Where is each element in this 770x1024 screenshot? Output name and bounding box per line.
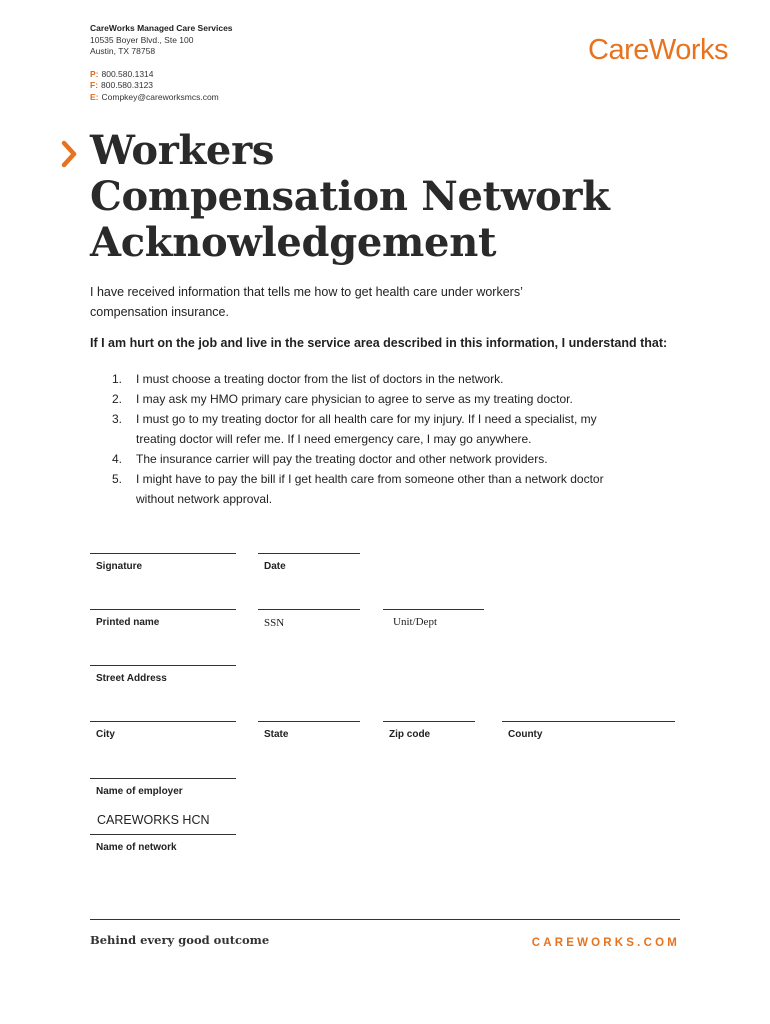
fax-value: 800.580.3123 [101, 80, 154, 90]
state-label: State [264, 729, 289, 740]
footer-divider [90, 919, 680, 920]
ssn-field[interactable] [258, 609, 360, 629]
fax-label: F: [90, 80, 99, 90]
email-value: Compkey@careworksmcs.com [101, 91, 219, 102]
county-field[interactable] [502, 721, 675, 740]
street-address-label: Street Address [96, 673, 167, 684]
title-line: Compensation Network [90, 173, 610, 220]
org-contact-block [90, 23, 233, 103]
city-field[interactable] [90, 721, 236, 740]
phone-label: P: [90, 68, 99, 79]
list-number: 1. [112, 372, 123, 386]
title-line: Workers [90, 127, 275, 174]
lead-statement: If I am hurt on the job and live in the service area described in this information, I understand that: [90, 336, 668, 350]
phone-value: 800.580.1314 [101, 68, 154, 79]
org-phone [90, 69, 233, 81]
unit-dept-label: Unit/Dept [393, 616, 437, 628]
city-label: City [96, 729, 115, 740]
chevron-right-icon [60, 140, 78, 168]
date-field[interactable] [258, 553, 360, 572]
page-title [90, 128, 610, 266]
list-text: I may ask my HMO primary care physician to agree to serve as my treating doctor. [136, 392, 573, 406]
careworks-logo: CareWorks [588, 34, 728, 66]
acknowledgement-list [90, 369, 630, 509]
email-label: E: [90, 91, 99, 102]
list-item [90, 449, 630, 469]
network-value: CAREWORKS HCN [97, 813, 210, 827]
list-number: 2. [112, 392, 123, 406]
list-item [90, 369, 630, 389]
county-label: County [508, 729, 543, 740]
date-label: Date [264, 561, 286, 572]
printed-name-field[interactable] [90, 609, 236, 628]
list-item [90, 409, 630, 449]
unit-dept-field[interactable] [383, 609, 484, 628]
state-field[interactable] [258, 721, 360, 740]
list-text: The insurance carrier will pay the treating doctor and other network providers. [136, 452, 548, 466]
street-address-field[interactable] [90, 665, 236, 684]
org-name: CareWorks Managed Care Services [90, 23, 233, 33]
list-item [90, 469, 630, 509]
network-label: Name of network [96, 842, 177, 853]
list-text: I might have to pay the bill if I get health care from someone other than a network doctor without network approval. [136, 472, 604, 506]
signature-field[interactable] [90, 553, 236, 572]
intro-paragraph: I have received information that tells me how to get health care under workers’ compensation insurance. [90, 285, 523, 319]
employer-label: Name of employer [96, 786, 183, 797]
list-text: I must choose a treating doctor from the list of doctors in the network. [136, 372, 504, 386]
footer-tagline: Behind every good outcome [90, 933, 270, 947]
employer-field[interactable] [90, 778, 236, 797]
org-address-line1: 10535 Boyer Blvd., Ste 100 [90, 34, 194, 45]
network-field[interactable] [90, 834, 236, 853]
list-number: 3. [112, 412, 123, 426]
list-number: 5. [112, 472, 123, 486]
footer-website: CAREWORKS.COM [531, 937, 680, 949]
title-line: Acknowledgement [90, 219, 497, 266]
printed-name-label: Printed name [96, 617, 160, 628]
list-text: I must go to my treating doctor for all health care for my injury. If I need a specialist, my treating doctor will refer me. If I need emergency care, I may go anywhere. [136, 412, 597, 446]
ssn-label: SSN [264, 617, 285, 629]
list-number: 4. [112, 452, 123, 466]
org-email [90, 92, 233, 104]
zip-code-field[interactable] [383, 721, 475, 740]
list-item [90, 389, 630, 409]
zip-code-label: Zip code [389, 729, 431, 740]
org-fax [90, 80, 233, 92]
org-address-line2: Austin, TX 78758 [90, 46, 156, 56]
signature-label: Signature [96, 561, 143, 572]
